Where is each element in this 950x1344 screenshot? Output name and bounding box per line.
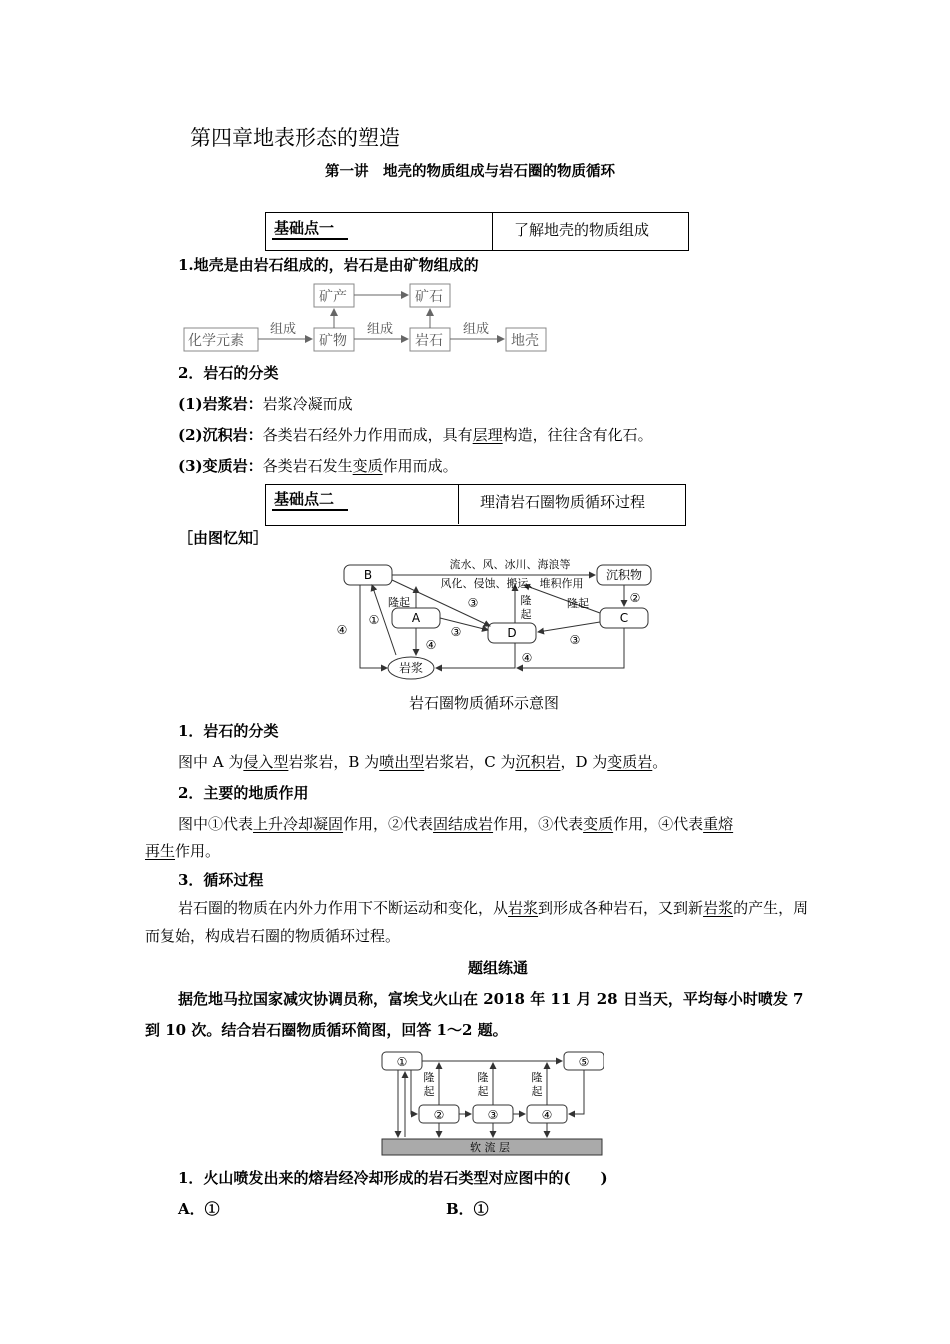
sedimentary-line: (2)沉积岩：各类岩石经外力作用而成，具有层理构造，往往含有化石。 [178,426,653,444]
cycle-caption: 岩石圈物质循环示意图 [409,694,560,712]
q2-answer-line2: 再生作用。 [145,842,221,860]
flow-node-ore: 矿石 [415,289,443,305]
simple-node-2: ② [433,1108,445,1122]
simple-node-1: ① [396,1055,408,1069]
option-b[interactable]: B．① [446,1200,489,1218]
option-a[interactable]: A．① [178,1200,220,1218]
cycle-node-C: C [619,611,629,625]
cycle-process-4: ④ [521,651,533,665]
asthenosphere-label: 软 流 层 [470,1141,510,1154]
point2-title: 理清岩石圈物质循环过程 [480,493,646,511]
cycle-process-4: ④ [425,638,437,652]
q2-heading: 2．主要的地质作用 [178,784,309,802]
point1-title: 了解地壳的物质组成 [514,221,650,239]
cycle-node-D: D [507,626,517,640]
flow-node-rock: 岩石 [415,333,443,349]
cycle-node-A: A [411,611,421,625]
q1-heading: 1．岩石的分类 [178,722,279,740]
q1-answer: 图中 A 为侵入型岩浆岩，B 为喷出型岩浆岩，C 为沉积岩，D 为变质岩。 [178,753,668,771]
svg-text:隆: 隆 [531,1071,543,1084]
flow-edge-label: 组成 [367,322,394,337]
flow-edge-label: 组成 [463,322,490,337]
flow-node-elements: 化学元素 [188,333,244,349]
section2-heading: 2．岩石的分类 [178,364,279,382]
section1-heading: 1.地壳是由岩石组成的，岩石是由矿物组成的 [178,256,479,274]
q3-heading: 3．循环过程 [178,871,264,889]
svg-text:起: 起 [531,1085,543,1098]
question-intro: 据危地马拉国家减灾协调员称，富埃戈火山在 2018 年 11 月 28 日当天，平均每小时喷发 7 到 10 次。结合岩石圈物质循环简图，回答 1～2 题。 [145,990,804,1039]
rock-cycle-diagram [330,552,660,684]
question-text: 1．火山喷发出来的熔岩经冷却形成的岩石类型对应图中的( ) [178,1169,608,1187]
cycle-label-up: 隆 [520,594,532,607]
cycle-process-3: ③ [450,625,462,639]
flow-node-crust: 地壳 [511,333,539,349]
flow-node-deposit: 矿产 [319,289,347,305]
cycle-node-sediment: 沉积物 [605,568,643,582]
cycle-process-3: ③ [467,596,479,610]
q2-answer-line1: 图中①代表上升冷却凝固作用，②代表固结成岩作用，③代表变质作用，④代表重熔 [178,815,734,833]
cycle-label-processes: 风化、侵蚀、搬运、堆积作用 [440,577,584,590]
flow-edge-label: 组成 [270,322,297,337]
cycle-label-agents: 流水、风、冰川、海浪等 [449,558,571,571]
lecture-title: 第一讲 地壳的物质组成与岩石圈的物质循环 [325,164,615,180]
cycle-node-magma: 岩浆 [398,661,424,675]
svg-text:隆: 隆 [423,1071,435,1084]
svg-text:起: 起 [423,1085,435,1098]
chapter-title: 第四章地表形态的塑造 [190,126,400,150]
svg-text:起: 起 [477,1085,489,1098]
point1-tag: 基础点一 [274,219,335,237]
cycle-process-1: ① [368,613,380,627]
metamorphic-line: (3)变质岩：各类岩石发生变质作用而成。 [178,457,458,475]
simple-cycle-diagram [378,1048,604,1158]
composition-flow-diagram [180,280,560,355]
cycle-label-uplift: 隆起 [388,596,410,609]
simple-node-5: ⑤ [578,1055,590,1069]
group-title: 题组练通 [468,959,529,977]
cycle-node-B: B [363,568,373,582]
cycle-process-3: ③ [569,633,581,647]
igneous-line: (1)岩浆岩：岩浆冷凝而成 [178,395,353,413]
q3-answer: 岩石圈的物质在内外力作用下不断运动和变化，从岩浆到形成各种岩石，又到新岩浆的产生，周而复始，构成岩石圈的物质循环过程。 [145,899,809,945]
point2-tag: 基础点二 [274,490,335,508]
cycle-process-4: ④ [336,623,348,637]
svg-text:隆: 隆 [477,1071,489,1084]
cycle-label-up2: 起 [520,608,532,621]
recall-label: ［由图忆知］ [178,529,269,547]
cycle-label-uplift: 隆起 [567,597,589,610]
cycle-process-2: ② [629,591,641,605]
simple-node-3: ③ [487,1108,499,1122]
flow-node-mineral: 矿物 [319,333,347,349]
simple-node-4: ④ [541,1108,553,1122]
